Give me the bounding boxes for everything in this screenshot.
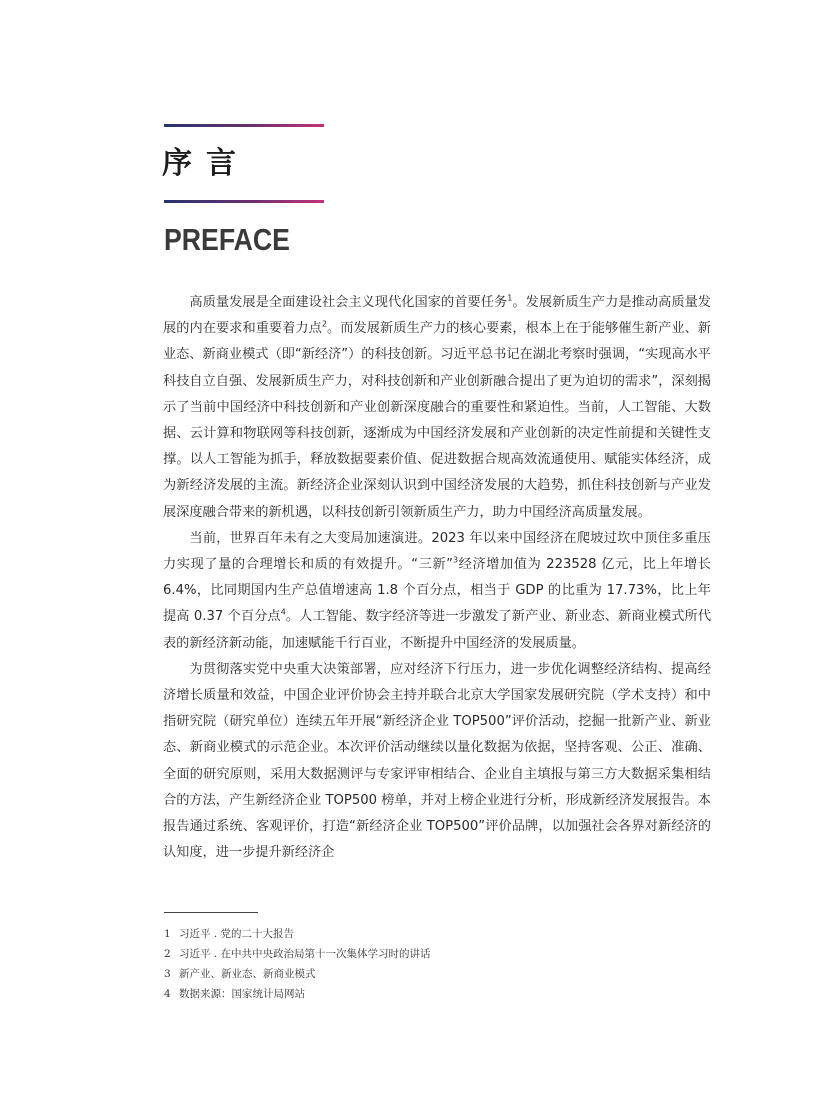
footnote-ref[interactable]: 1 bbox=[507, 293, 513, 303]
body-paragraph bbox=[163, 657, 711, 867]
footnote-text: 新产业、新业态、新商业模式 bbox=[179, 968, 316, 980]
paragraph-text: 经济增加值为 223528 亿元，比上年增长 6.4%，比同期国内生产总值增速高 1.8 个百分点，相当于 GDP 的比重为 17.73%，比上年提高 0.37 个百分点 bbox=[163, 557, 711, 625]
page-title-english: PREFACE bbox=[164, 222, 290, 257]
footnote-number: 1 bbox=[164, 928, 171, 940]
footnote-number: 2 bbox=[164, 948, 171, 960]
paragraph-text: 。发展新质生产力是推动高质量发展的内在要求和重要着力点 bbox=[163, 295, 712, 337]
paragraph-text: 。而发展新质生产力的核心要素，根本上在于能够催生新产业、新业态、新商业模式（即“新经济”）的科技创新。习近平总书记在湖北考察时强调，“实现高水平科技自立自强、发展新质生产力，对科技创新和产业创新融合提出了更为迫切的需求”，深刻揭示了当前中国经济中科技创新和产业创新深度融合的重要性和紧迫性。当前，人工智能、大数据、云计算和物联网等科技创新，逐渐成为中国经济发展和产业创新的决定性前提和关键性支撑。以人工智能为抓手，释放数据要素价值、促进数据合规高效流通使用、赋能实体经济，成为新经济发展的主流。新经济企业深刻认识到中国经济发展的大趋势，抓住科技创新与产业发展深度融合带来的新机遇，以科技创新引领新质生产力，助力中国经济高质量发展。 bbox=[163, 321, 712, 520]
footnote-item bbox=[164, 924, 704, 944]
footnote-ref[interactable]: 4 bbox=[280, 608, 286, 618]
body-paragraph bbox=[163, 290, 711, 526]
footnote-number: 4 bbox=[164, 988, 171, 1000]
footnote-item bbox=[164, 984, 704, 1004]
paragraph-text: 当前，世界百年未有之大变局加速演进。2023 年以来中国经济在爬坡过坎中顶住多重压力实现了量的合理增长和质的有效提升。“三新” bbox=[163, 530, 711, 573]
preface-body bbox=[163, 290, 711, 866]
title-rule-top bbox=[164, 124, 324, 127]
footnote-text: 习近平 . 党的二十大报告 bbox=[179, 928, 295, 940]
paragraph-text: 为贯彻落实党中央重大决策部署，应对经济下行压力，进一步优化调整经济结构、提高经济增长质量和效益，中国企业评价协会主持并联合北京大学国家发展研究院（学术支持）和中指研究院（研究单位）连续五年开展“新经济企业 TOP500”评价活动，挖掘一批新产业、新业态、新商业模式的示范企业。本次评价活动继续以量化数据为依据，坚持客观、公正、准确、全面的研究原则，采用大数据测评与专家评审相结合、企业自主填报与第三方大数据采集相结合的方法，产生新经济企业 TOP500 榜单，并对上榜企业进行分析，形成新经济发展报告。本报告通过系统、客观评价，打造“新经济企业 TOP500”评价品牌，以加强社会各界对新经济的认知度，进一步提升新经济企 bbox=[163, 661, 711, 861]
title-rule-bottom bbox=[164, 200, 324, 203]
footnote-item bbox=[164, 964, 704, 984]
page-title: 序言 bbox=[162, 146, 250, 181]
footnote-ref[interactable]: 3 bbox=[452, 555, 459, 565]
footnote-text: 习近平 . 在中共中央政治局第十一次集体学习时的讲话 bbox=[179, 948, 431, 960]
footnotes bbox=[164, 924, 704, 1004]
footnote-item bbox=[164, 944, 704, 964]
footnote-text: 数据来源：国家统计局网站 bbox=[179, 988, 305, 1000]
footnote-number: 3 bbox=[164, 968, 171, 980]
footnote-ref[interactable]: 2 bbox=[321, 319, 327, 329]
paragraph-text: 高质量发展是全面建设社会主义现代化国家的首要任务 bbox=[189, 295, 508, 310]
footnote-divider bbox=[164, 912, 258, 913]
paragraph-text: 。人工智能、数字经济等进一步激发了新产业、新业态、新商业模式所代表的新经济新动能，加速赋能千行百业，不断提升中国经济的发展质量。 bbox=[163, 609, 712, 651]
body-paragraph bbox=[163, 526, 711, 657]
